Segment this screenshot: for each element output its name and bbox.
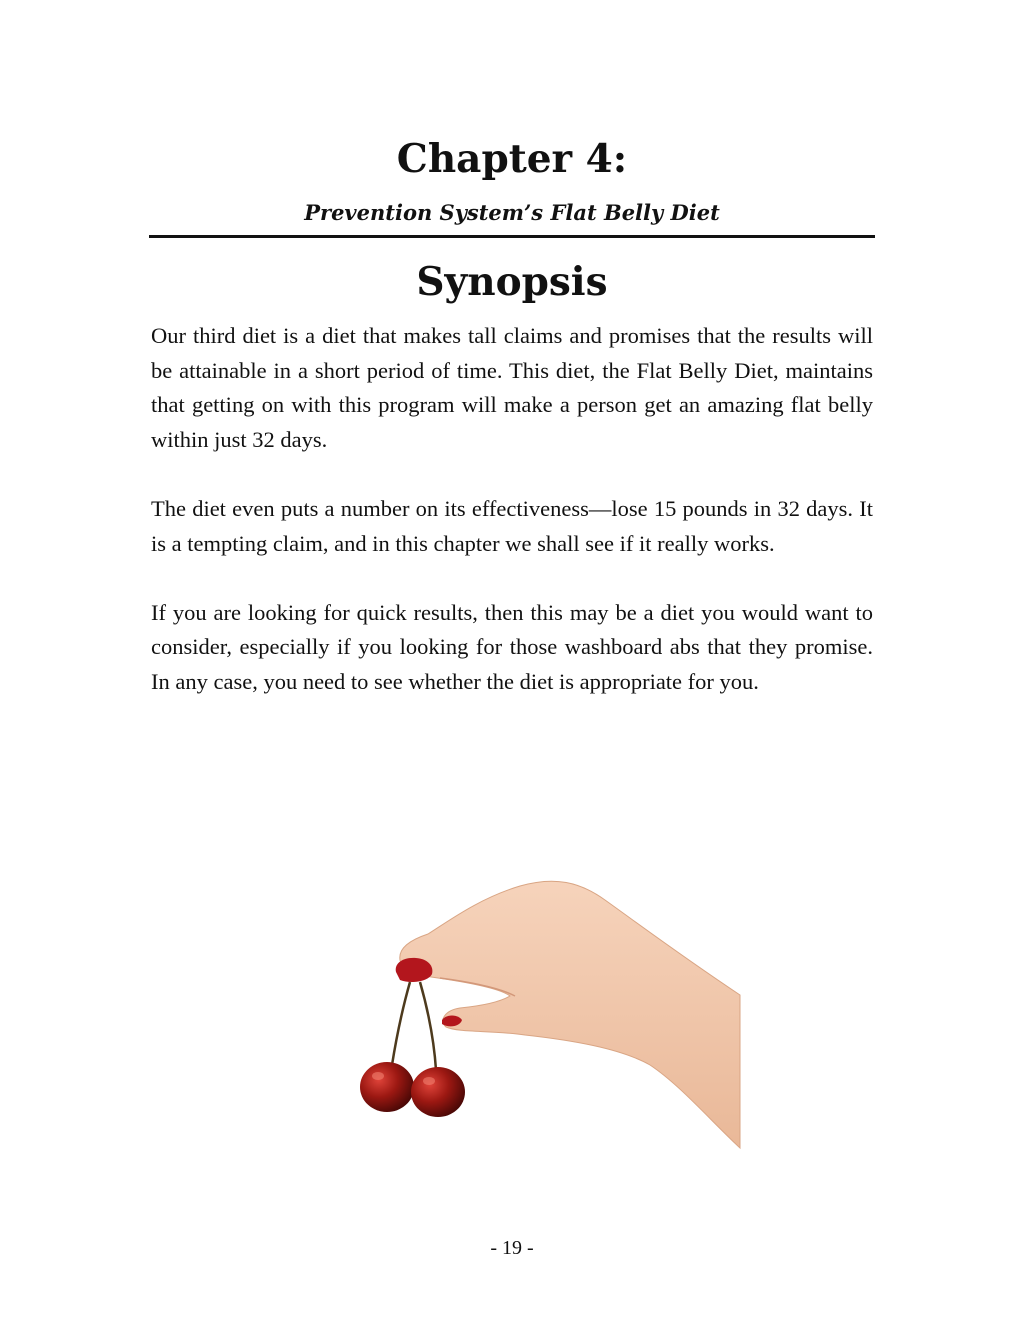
paragraph-1: Our third diet is a diet that makes tall claims and promises that the results will be attainable in a short period of time. This diet, the Flat Belly Diet, maintains that getting on with this program will make a person get an amazing flat belly within just 32 days. [151,323,873,452]
paragraph-3: If you are looking for quick results, then this may be a diet you would want to consider, especially if you looking for those washboard abs that they promise. In any case, you need to see whether the diet is appropriate for you. [151,599,873,694]
hand-holding-cherries-icon [350,870,750,1160]
chapter-subtitle: Prevention System’s Flat Belly Diet [304,200,720,225]
chapter-title: Chapter 4: [396,136,628,182]
section-title: Synopsis [416,259,608,305]
paragraph-2: The diet even puts a number on its effectiveness—lose 15 pounds in 32 days. It is a tempting claim, and in this chapter we shall see if it really works. [151,495,873,556]
page-number: - 19 - [490,1237,534,1259]
title-divider [149,235,875,238]
body-text [151,319,873,734]
